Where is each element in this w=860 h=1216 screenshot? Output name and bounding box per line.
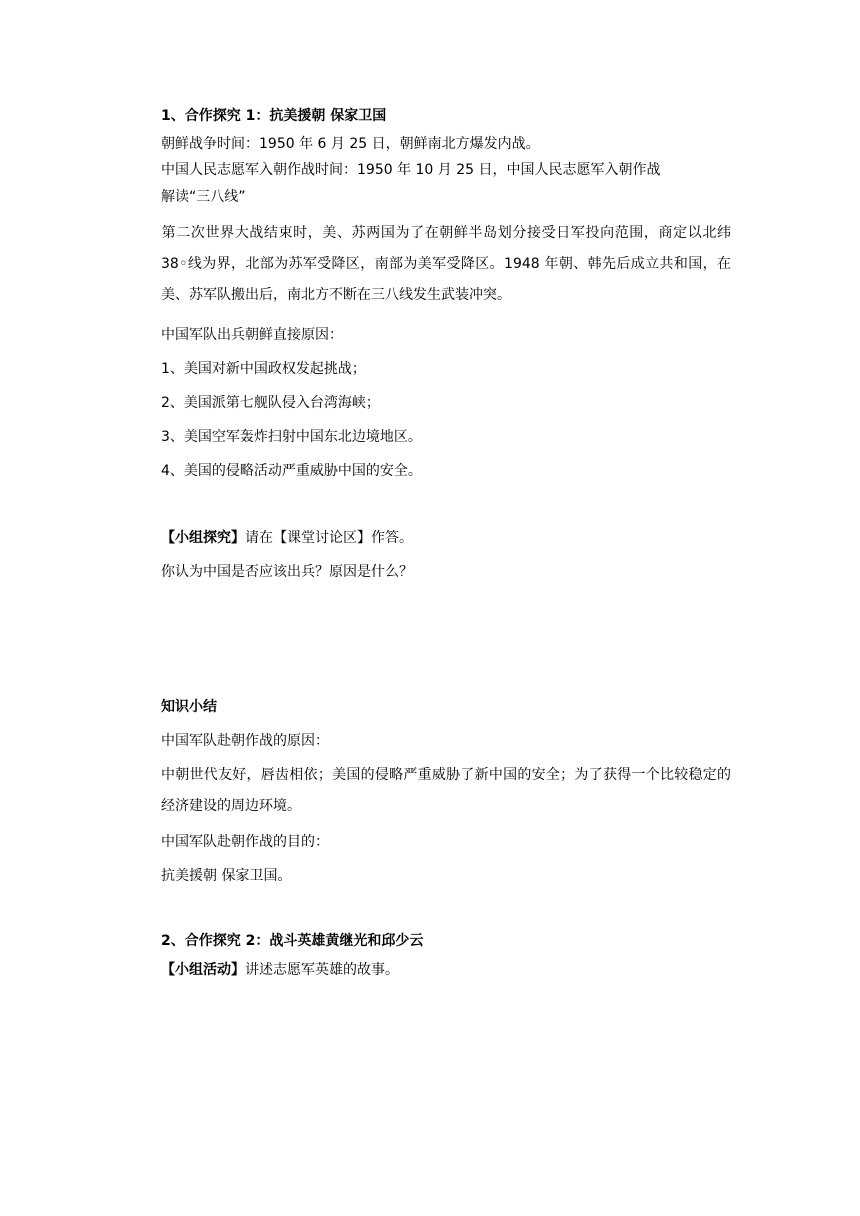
war-time-line: 朝鲜战争时间：1950 年 6 月 25 日，朝鲜南北方爆发内战。 [161,136,540,152]
reason-item: 2、美国派第七舰队侵入台湾海峡； [161,395,380,411]
reasons-title: 中国军队出兵朝鲜直接原因： [161,327,343,343]
goal-text: 抗美援朝 保家卫国。 [161,868,292,884]
reason-item: 3、美国空军轰炸扫射中国东北边境地区。 [161,429,422,445]
reason-item: 1、美国对新中国政权发起挑战； [161,361,366,377]
goal-title: 中国军队赴朝作战的目的： [161,834,329,850]
cause-title: 中国军队赴朝作战的原因： [161,733,329,749]
group-inquiry [161,528,413,548]
group-activity [161,960,399,980]
inquiry-question: 你认为中国是否应该出兵？原因是什么？ [161,564,413,580]
interpret-38th-parallel: 解读“三八线” [161,189,246,205]
group-inquiry-text: 请在【课堂讨论区】作答。 [245,530,413,546]
parallel-paragraph [161,218,731,311]
section1-heading: 1、合作探究 1：抗美援朝 保家卫国 [161,108,387,124]
summary-heading: 知识小结 [161,699,217,715]
cpv-time-line: 中国人民志愿军入朝作战时间：1950 年 10 月 25 日，中国人民志愿军入朝作战 [161,162,661,178]
group-activity-text: 讲述志愿军英雄的故事。 [245,962,399,978]
group-activity-tag: 【小组活动】 [161,962,245,978]
parallel-paragraph-text: 第二次世界大战结束时，美、苏两国为了在朝鲜半岛划分接受日军投向范围，商定以北纬 38◦线为界，北部为苏军受降区，南部为美军受降区。1948 年朝、韩先后成立共和国，在美、苏军队搬出后，南北方不断在三八线发生武装冲突。 [161,225,731,303]
cause-paragraph: 中朝世代友好，唇齿相依；美国的侵略严重威胁了新中国的安全；为了获得一个比较稳定的经济建设的周边环境。 [161,767,731,814]
section2-heading: 2、合作探究 2：战斗英雄黄继光和邱少云 [161,933,424,949]
group-inquiry-tag: 【小组探究】 [161,530,245,546]
reason-item: 4、美国的侵略活动严重威胁中国的安全。 [161,463,422,479]
